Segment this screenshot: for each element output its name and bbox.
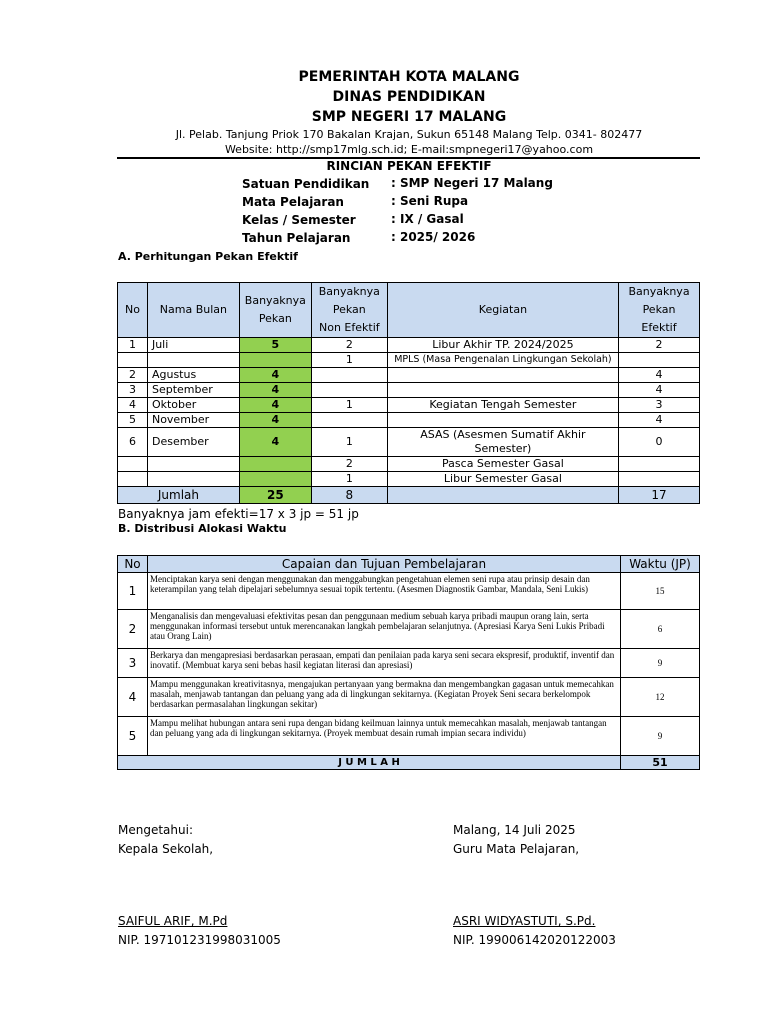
cell-pekan: 4 xyxy=(239,383,311,398)
cell-bulan xyxy=(147,472,239,487)
cell-non-efektif xyxy=(311,383,387,398)
cell-bulan: Juli xyxy=(147,338,239,353)
cell-pekan: 4 xyxy=(239,368,311,383)
col-capaian: Capaian dan Tujuan Pembelajaran xyxy=(147,556,620,573)
cell-efektif: 0 xyxy=(619,428,700,457)
cell-bulan: Agustus xyxy=(147,368,239,383)
cell-kegiatan xyxy=(387,368,618,383)
table-row xyxy=(118,383,700,398)
table-row xyxy=(118,717,700,756)
cell-no: 5 xyxy=(118,413,148,428)
table-row xyxy=(118,428,700,457)
headmaster-nip: NIP. 197101231998031005 xyxy=(118,933,281,947)
cell-jp: 15 xyxy=(621,573,700,610)
headmaster-name: SAIFUL ARIF, M.Pd xyxy=(118,914,228,928)
info-label: Mata Pelajaran xyxy=(242,195,344,209)
col-pekan-non-efektif: Banyaknya Pekan Non Efektif xyxy=(311,283,387,338)
col-no: No xyxy=(118,283,148,338)
cell-pekan xyxy=(239,353,311,368)
teacher-nip: NIP. 199006142020122003 xyxy=(453,933,616,947)
cell-non-efektif: 1 xyxy=(311,472,387,487)
col-kegiatan: Kegiatan xyxy=(387,283,618,338)
cell-non-efektif: 2 xyxy=(311,457,387,472)
sig-left-line2: Kepala Sekolah, xyxy=(118,842,214,856)
cell-bulan xyxy=(147,353,239,368)
total-jp: 51 xyxy=(621,756,700,770)
jam-efektif-text: Banyaknya jam efekti=17 x 3 jp = 51 jp xyxy=(118,507,359,521)
cell-no xyxy=(118,353,148,368)
cell-no xyxy=(118,472,148,487)
col-waktu: Waktu (JP) xyxy=(621,556,700,573)
cell-bulan: Oktober xyxy=(147,398,239,413)
total-pekan: 25 xyxy=(239,487,311,504)
cell-pekan xyxy=(239,457,311,472)
cell-jp: 9 xyxy=(621,649,700,678)
doc-title: RINCIAN PEKAN EFEKTIF xyxy=(326,159,492,173)
table-row xyxy=(118,457,700,472)
cell-no: 1 xyxy=(118,338,148,353)
cell-efektif xyxy=(619,457,700,472)
total-kegiatan xyxy=(387,487,618,504)
cell-efektif: 4 xyxy=(619,383,700,398)
school-address: Jl. Pelab. Tanjung Priok 170 Bakalan Krajan, Sukun 65148 Malang Telp. 0341- 802477 xyxy=(175,128,643,141)
cell-bulan: September xyxy=(147,383,239,398)
total-label: Jumlah xyxy=(118,487,240,504)
cell-non-efektif: 1 xyxy=(311,353,387,368)
school-title: SMP NEGERI 17 MALANG xyxy=(311,109,507,125)
section-b-heading: B. Distribusi Alokasi Waktu xyxy=(118,522,287,535)
info-label: Kelas / Semester xyxy=(242,213,356,227)
cell-non-efektif xyxy=(311,368,387,383)
info-label: Satuan Pendidikan xyxy=(242,177,370,191)
gov-title: PEMERINTAH KOTA MALANG xyxy=(298,69,520,85)
cell-bulan: November xyxy=(147,413,239,428)
cell-non-efektif xyxy=(311,413,387,428)
sig-right-line2: Guru Mata Pelajaran, xyxy=(453,842,580,856)
sig-left-line1: Mengetahui: xyxy=(118,823,193,837)
total-efektif: 17 xyxy=(619,487,700,504)
cell-no: 6 xyxy=(118,428,148,457)
table-row xyxy=(118,353,700,368)
cell-non-efektif: 1 xyxy=(311,398,387,413)
cell-kegiatan: Libur Akhir TP. 2024/2025 xyxy=(387,338,618,353)
total-non-efektif: 8 xyxy=(311,487,387,504)
cell-kegiatan: Pasca Semester Gasal xyxy=(387,457,618,472)
cell-no xyxy=(118,457,148,472)
cell-capaian: Berkarya dan mengapresiasi berdasarkan perasaan, empati dan penilaian pada karya seni secara ekspresif, produktif, inventif dan inovatif. (Membuat karya seni bebas hasil kegiatan literasi dan apresiasi) xyxy=(147,649,620,678)
cell-pekan xyxy=(239,472,311,487)
cell-jp: 9 xyxy=(621,717,700,756)
cell-no: 3 xyxy=(118,383,148,398)
table-row xyxy=(118,368,700,383)
cell-kegiatan xyxy=(387,383,618,398)
col-nama-bulan: Nama Bulan xyxy=(147,283,239,338)
cell-kegiatan: ASAS (Asesmen Sumatif Akhir Semester) xyxy=(387,428,618,457)
info-value: : SMP Negeri 17 Malang xyxy=(391,176,553,190)
info-value: : Seni Rupa xyxy=(391,194,469,208)
col-no: No xyxy=(118,556,148,573)
cell-capaian: Mampu menggunakan kreativitasnya, mengajukan pertanyaan yang bermakna dan mengembangkan gagasan untuk memecahkan masalah, menjawab tantangan dan peluang yang ada di lingkungan sekitarnya. (Kegiatan Proyek Seni secara berkelompok berdasarkan permasalahan lingkungan sekitar) xyxy=(147,678,620,717)
table-header-row xyxy=(118,283,700,338)
teacher-name: ASRI WIDYASTUTI, S.Pd. xyxy=(453,914,596,928)
table-row xyxy=(118,573,700,610)
cell-jp: 12 xyxy=(621,678,700,717)
cell-kegiatan: Libur Semester Gasal xyxy=(387,472,618,487)
cell-no: 3 xyxy=(118,649,148,678)
table-total-row xyxy=(118,756,700,770)
cell-no: 2 xyxy=(118,368,148,383)
pekan-efektif-table xyxy=(117,282,700,504)
cell-efektif: 4 xyxy=(619,368,700,383)
cell-no: 2 xyxy=(118,610,148,649)
alokasi-waktu-table xyxy=(117,555,700,770)
cell-kegiatan: Kegiatan Tengah Semester xyxy=(387,398,618,413)
cell-bulan xyxy=(147,457,239,472)
cell-pekan: 4 xyxy=(239,413,311,428)
cell-no: 5 xyxy=(118,717,148,756)
sig-right-line1: Malang, 14 Juli 2025 xyxy=(453,823,576,837)
table-row xyxy=(118,398,700,413)
cell-pekan: 4 xyxy=(239,428,311,457)
info-label: Tahun Pelajaran xyxy=(242,231,351,245)
cell-efektif: 2 xyxy=(619,338,700,353)
cell-kegiatan xyxy=(387,413,618,428)
table-header-row xyxy=(118,556,700,573)
cell-efektif: 4 xyxy=(619,413,700,428)
col-banyak-pekan: Banyaknya Pekan xyxy=(239,283,311,338)
cell-efektif: 3 xyxy=(619,398,700,413)
cell-pekan: 5 xyxy=(239,338,311,353)
cell-kegiatan: MPLS (Masa Pengenalan Lingkungan Sekolah) xyxy=(387,353,618,368)
cell-capaian: Mampu melihat hubungan antara seni rupa dengan bidang keilmuan lainnya untuk memecahkan masalah, menjawab tantangan dan peluang yang ada di lingkungan sekitarnya. (Proyek membuat desain rumah impian secara individu) xyxy=(147,717,620,756)
table-row xyxy=(118,678,700,717)
cell-capaian: Menganalisis dan mengevaluasi efektivitas pesan dan penggunaan medium sebuah karya pribadi maupun orang lain, serta menggunakan informasi tersebut untuk merencanakan langkah pembelajaran selanjutnya. (Apresiasi Karya Seni Lukis Pribadi atau Orang Lain) xyxy=(147,610,620,649)
table-row xyxy=(118,649,700,678)
table-total-row xyxy=(118,487,700,504)
office-title: DINAS PENDIDIKAN xyxy=(332,89,486,105)
table-row xyxy=(118,338,700,353)
cell-no: 4 xyxy=(118,398,148,413)
section-a-heading: A. Perhitungan Pekan Efektif xyxy=(118,250,298,263)
table-row xyxy=(118,472,700,487)
cell-bulan: Desember xyxy=(147,428,239,457)
cell-non-efektif: 1 xyxy=(311,428,387,457)
cell-efektif xyxy=(619,472,700,487)
cell-non-efektif: 2 xyxy=(311,338,387,353)
cell-jp: 6 xyxy=(621,610,700,649)
info-value: : 2025/ 2026 xyxy=(391,230,476,244)
cell-efektif xyxy=(619,353,700,368)
cell-pekan: 4 xyxy=(239,398,311,413)
table-row xyxy=(118,413,700,428)
cell-capaian: Menciptakan karya seni dengan menggunakan dan menggabungkan pengetahuan elemen seni rupa atau prinsip desain dan keterampilan yang telah dipelajari sebelumnya sesuai topik tertentu. (Asesmen Diagnostik Gambar, Mandala, Seni Lukis) xyxy=(147,573,620,610)
total-label: J U M L A H xyxy=(118,756,621,770)
table-row xyxy=(118,610,700,649)
col-pekan-efektif: Banyaknya Pekan Efektif xyxy=(619,283,700,338)
cell-no: 4 xyxy=(118,678,148,717)
info-value: : IX / Gasal xyxy=(391,212,464,226)
school-website: Website: http://smp17mlg.sch.id; E-mail:smpnegeri17@yahoo.com xyxy=(224,143,594,156)
cell-no: 1 xyxy=(118,573,148,610)
